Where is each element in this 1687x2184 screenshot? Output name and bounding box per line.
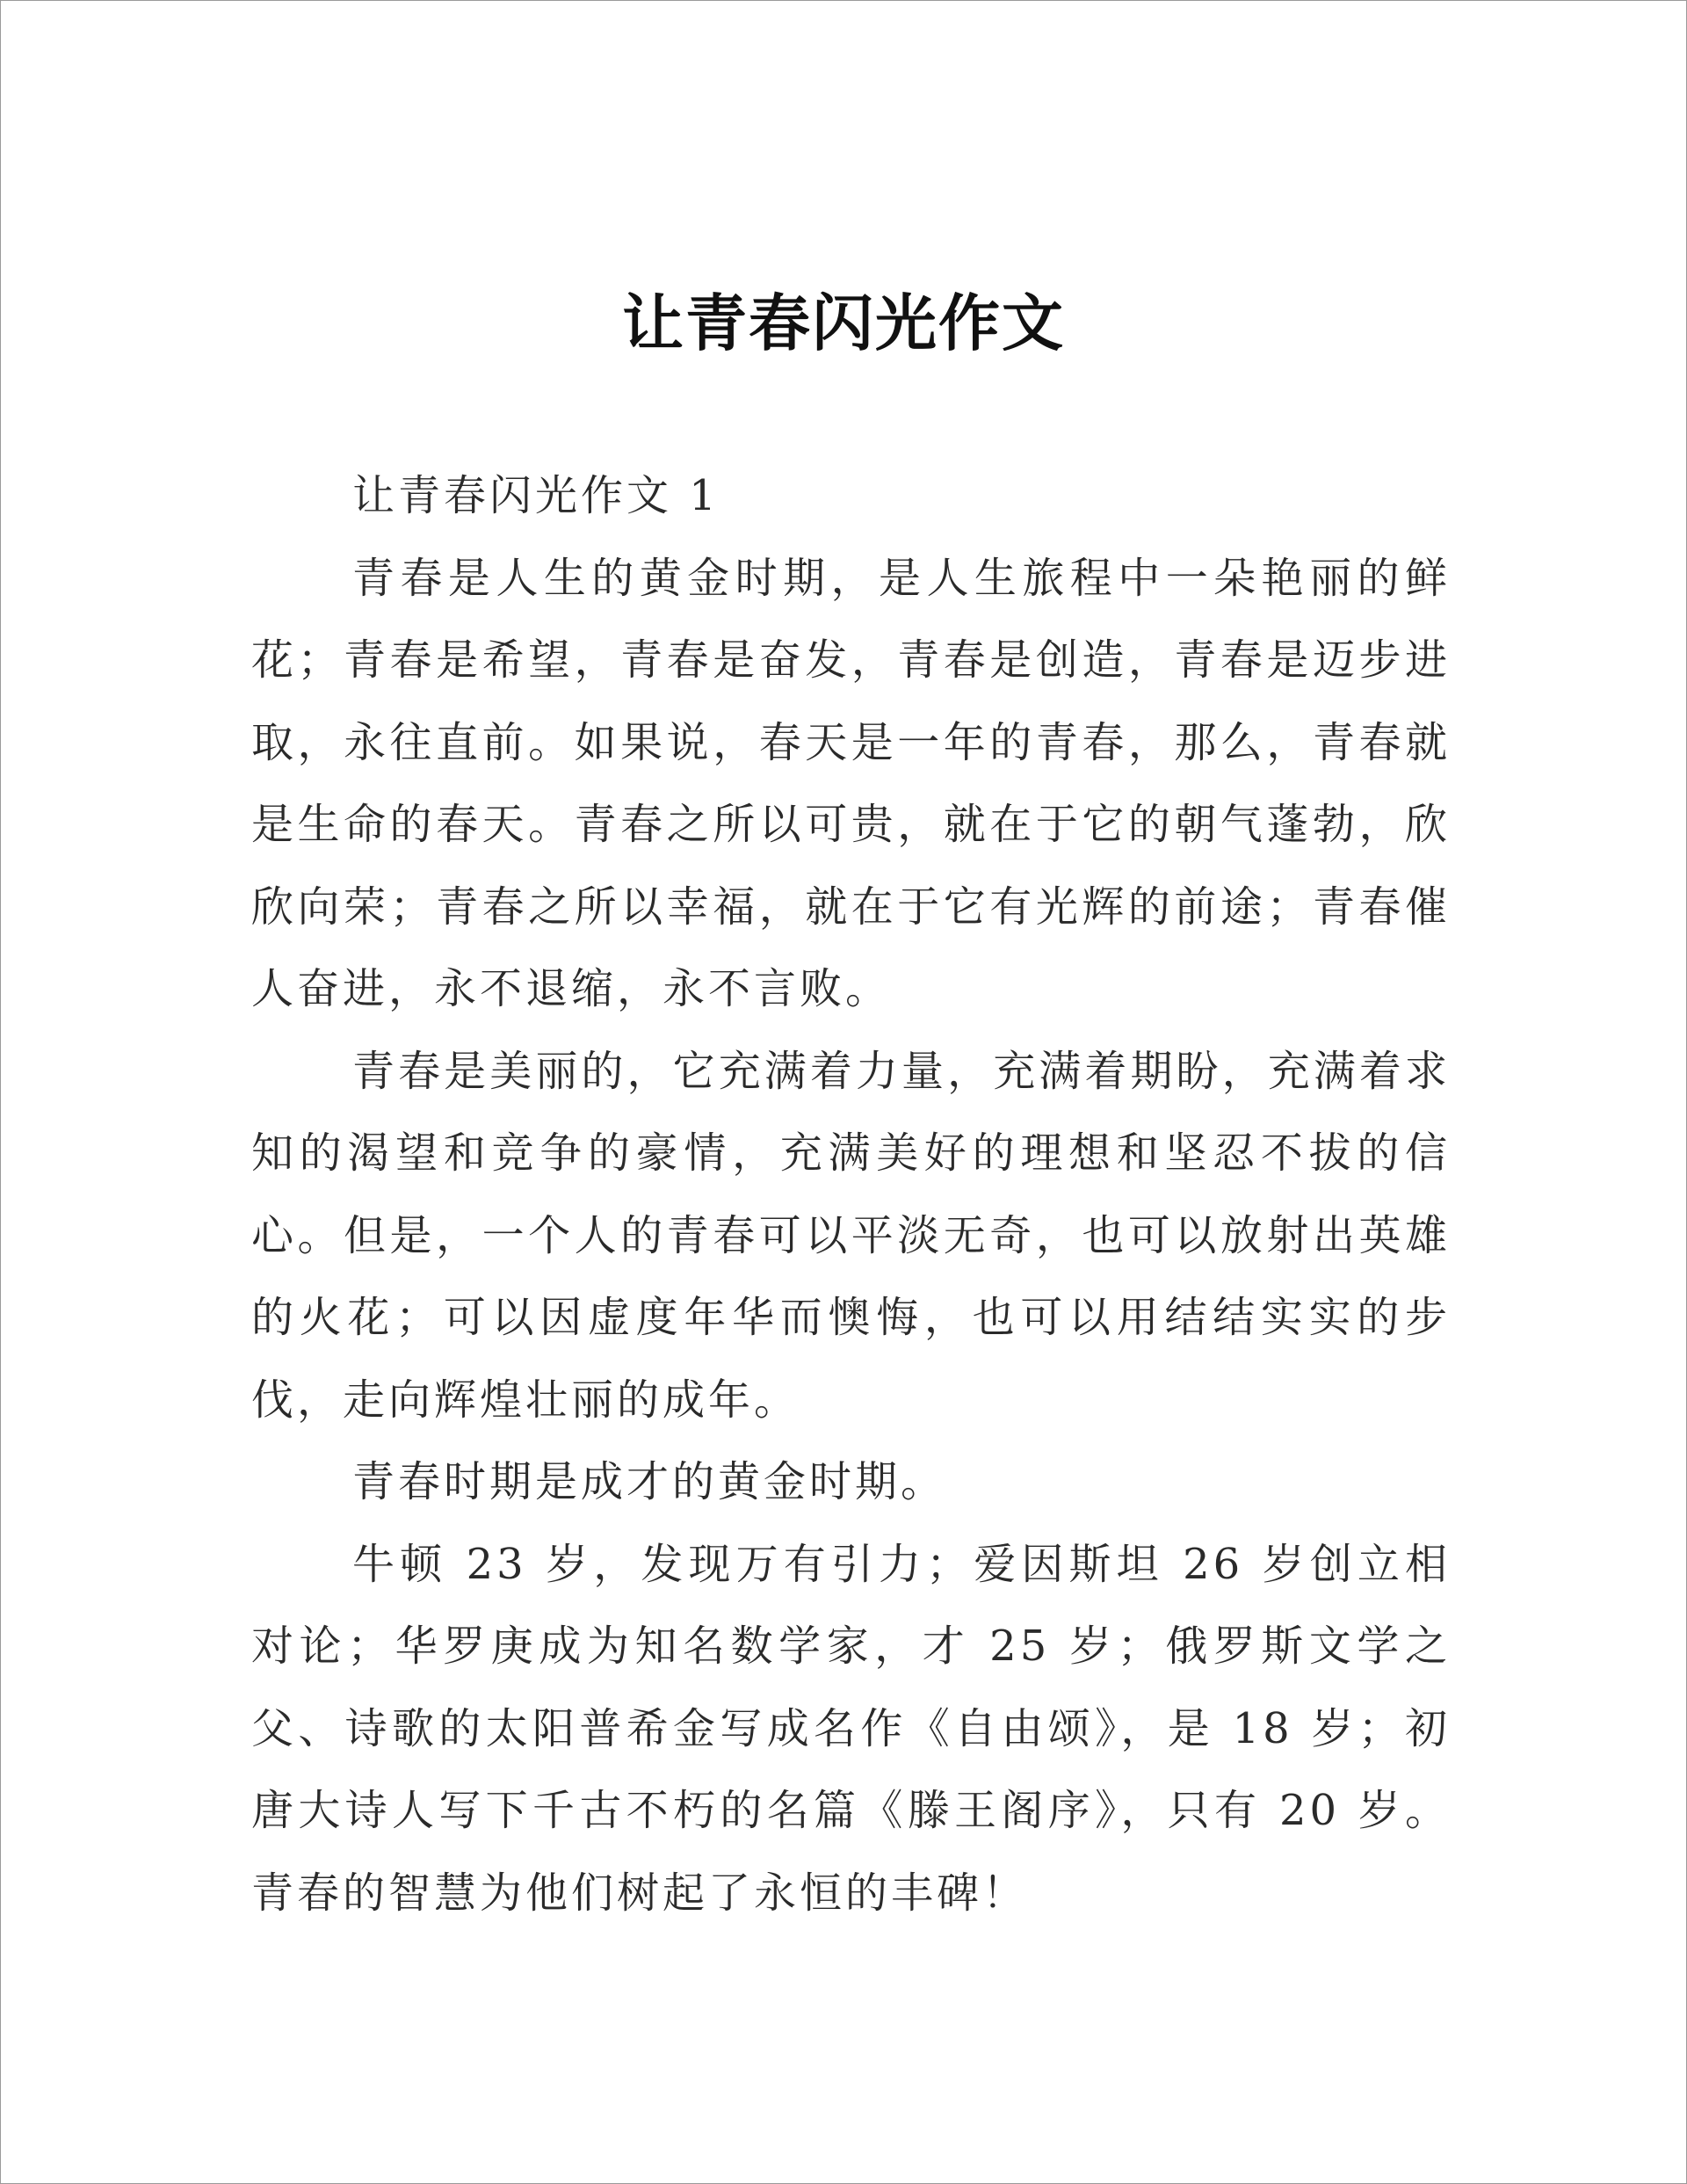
body-paragraph-1: 青春是人生的黄金时期，是人生旅程中一朵艳丽的鲜花；青春是希望，青春是奋发，青春是创造，青春是迈步进取，永往直前。如果说，春天是一年的青春，那么，青春就是生命的春天。青春之所以可贵，就在于它的朝气蓬勃，欣欣向荣；青春之所以幸福，就在于它有光辉的前途；青春催人奋进，永不退缩，永不言败。 xyxy=(251,553,1451,1013)
document-title: 让青春闪光作文 xyxy=(622,287,1065,359)
document-body xyxy=(251,455,1451,1934)
subheading-paragraph: 让青春闪光作文 1 xyxy=(352,471,720,520)
body-paragraph-3: 青春时期是成才的黄金时期。 xyxy=(352,1457,947,1506)
body-paragraph-2: 青春是美丽的，它充满着力量，充满着期盼，充满着求知的渴望和竞争的豪情，充满美好的理想和坚忍不拔的信心。但是，一个人的青春可以平淡无奇，也可以放射出英雄的火花；可以因虚度年华而懊悔，也可以用结结实实的步伐，走向辉煌壮丽的成年。 xyxy=(251,1046,1451,1425)
body-paragraph-4: 牛顿 23 岁，发现万有引力；爱因斯坦 26 岁创立相对论；华罗庚成为知名数学家，才 25 岁；俄罗斯文学之父、诗歌的太阳普希金写成名作《自由颂》，是 18 岁；初唐大诗人写下千古不朽的名篇《滕王阁序》，只有 20 岁。青春的智慧为他们树起了永恒的丰碑！ xyxy=(251,1539,1451,1918)
